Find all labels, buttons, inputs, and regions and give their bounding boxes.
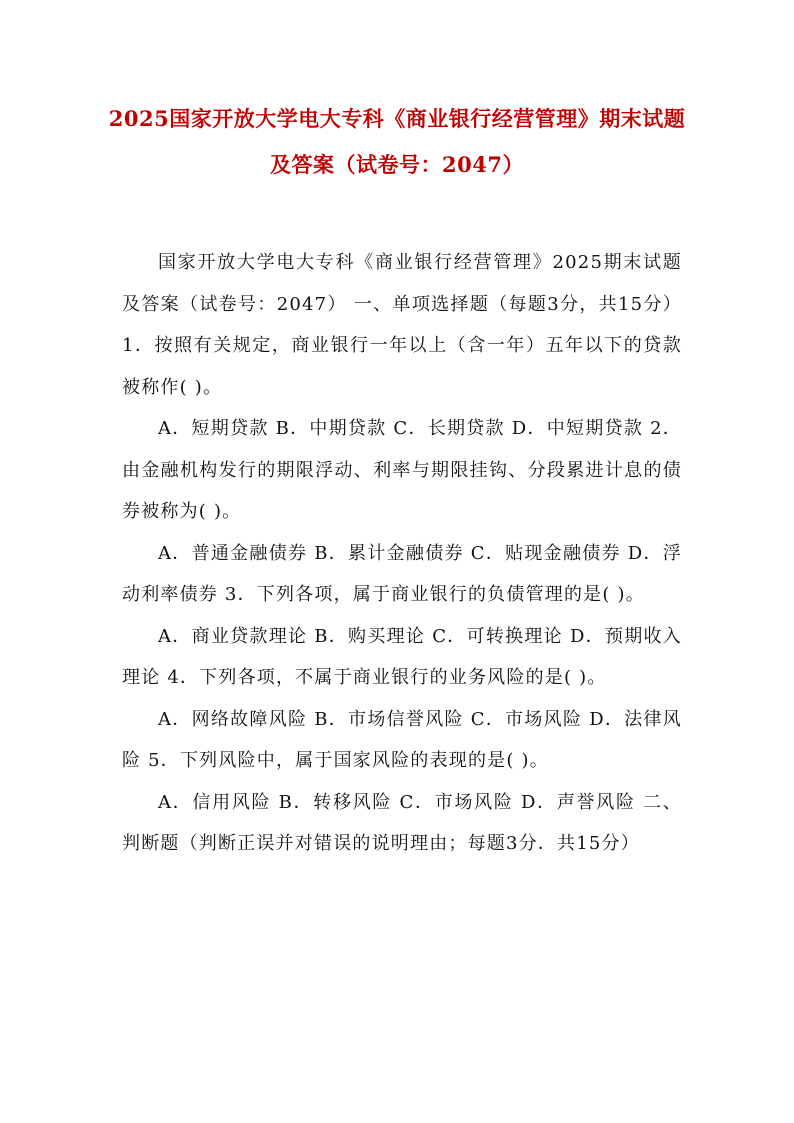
paragraph: A．短期贷款 B．中期贷款 C．长期贷款 D．中短期贷款 2．由金融机构发行的期限浮动、利率与期限挂钩、分段累进计息的债券被称为( )。 [122,418,682,522]
paragraph: A．信用风险 B．转移风险 C．市场风险 D．声誉风险 二、判断题（判断正误并对错误的说明理由；每题3分．共15分） [122,791,682,854]
document-body [122,242,682,865]
paragraph: A．网络故障风险 B．市场信誉风险 C．市场风险 D．法律风险 5．下列风险中，属于国家风险的表现的是( )。 [122,708,682,771]
paragraph: 国家开放大学电大专科《商业银行经营管理》2025期末试题及答案（试卷号：2047） 一、单项选择题（每题3分，共15分） 1．按照有关规定，商业银行一年以上（含一年）五年以下的贷款被称作( )。 [122,252,682,398]
paragraph: A．普通金融债券 B．累计金融债券 C．贴现金融债券 D．浮动利率债券 3．下列各项，属于商业银行的负债管理的是( )。 [122,542,682,605]
document-title: 2025国家开放大学电大专科《商业银行经营管理》期末试题及答案（试卷号：2047） [108,106,686,177]
paragraph: A．商业贷款理论 B．购买理论 C．可转换理论 D．预期收入理论 4．下列各项，不属于商业银行的业务风险的是( )。 [122,625,682,688]
